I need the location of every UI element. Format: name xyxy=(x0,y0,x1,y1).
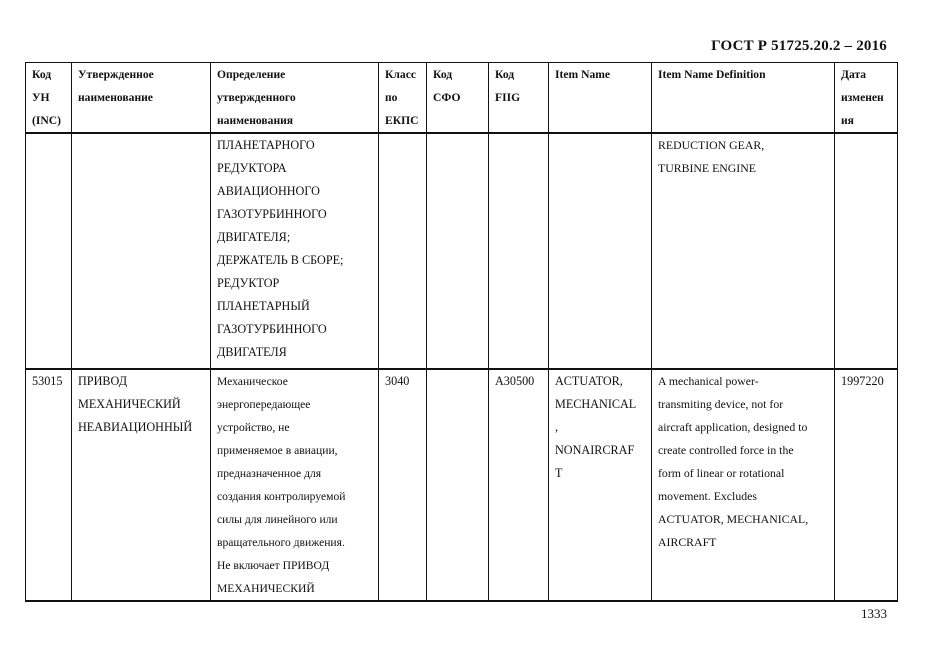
cell-ekps-class: 3040 xyxy=(379,369,427,601)
cell-definition-ru: Механическое энергопередающее устройство, не применяемое в авиации, предназначенное для создания контролируемой силы для линейного или вращательного движения. Не включает ПРИВОД МЕХАНИЧЕСКИЙ xyxy=(211,369,379,601)
cell-approved-name xyxy=(72,133,211,369)
cell-item-name xyxy=(549,133,652,369)
document-code: ГОСТ Р 51725.20.2 – 2016 xyxy=(711,38,887,54)
cell-date: 1997220 xyxy=(835,369,898,601)
header-item-name: Item Name xyxy=(549,63,652,134)
cell-item-name: ACTUATOR, MECHANICAL , NONAIRCRAF T xyxy=(549,369,652,601)
table-row xyxy=(26,133,898,369)
cell-sfo-code xyxy=(427,133,489,369)
header-approved-name: Утвержденное наименование xyxy=(72,63,211,134)
table-row xyxy=(26,369,898,601)
cell-fiig-code: A30500 xyxy=(489,369,549,601)
cell-definition-ru: ПЛАНЕТАРНОГО РЕДУКТОРА АВИАЦИОННОГО ГАЗОТУРБИННОГО ДВИГАТЕЛЯ; ДЕРЖАТЕЛЬ В СБОРЕ; РЕДУКТОР ПЛАНЕТАРНЫЙ ГАЗОТУРБИННОГО ДВИГАТЕЛЯ xyxy=(211,133,379,369)
header-inc: Код УН (INC) xyxy=(26,63,72,134)
cell-fiig-code xyxy=(489,133,549,369)
header-ekps-class: Класс по ЕКПС xyxy=(379,63,427,134)
cell-inc: 53015 xyxy=(26,369,72,601)
table-header-row xyxy=(26,63,898,134)
cell-sfo-code xyxy=(427,369,489,601)
cell-item-name-definition: A mechanical power- transmiting device, not for aircraft application, designed to create controlled force in the form of linear or rotational movement. Excludes ACTUATOR, MECHANICAL, AIRCRAFT xyxy=(652,369,835,601)
header-definition-ru: Определение утвержденного наименования xyxy=(211,63,379,134)
cell-item-name-definition: REDUCTION GEAR, TURBINE ENGINE xyxy=(652,133,835,369)
header-fiig-code: Код FIIG xyxy=(489,63,549,134)
header-item-name-definition: Item Name Definition xyxy=(652,63,835,134)
cell-ekps-class xyxy=(379,133,427,369)
catalog-table xyxy=(25,62,898,602)
page-number: 1333 xyxy=(861,606,887,621)
cell-inc xyxy=(26,133,72,369)
cell-date xyxy=(835,133,898,369)
header-sfo-code: Код СФО xyxy=(427,63,489,134)
header-date: Дата изменен ия xyxy=(835,63,898,134)
cell-approved-name: ПРИВОД МЕХАНИЧЕСКИЙ НЕАВИАЦИОННЫЙ xyxy=(72,369,211,601)
